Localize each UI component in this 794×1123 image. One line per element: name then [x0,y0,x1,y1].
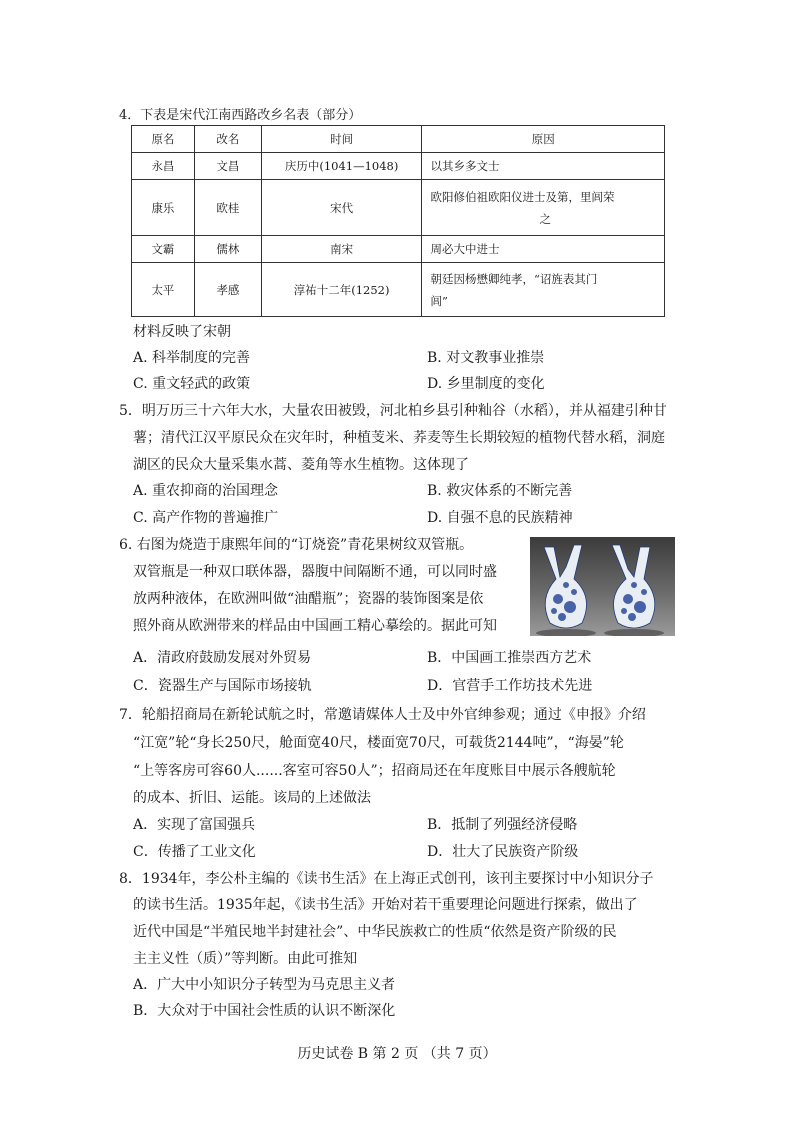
cell-reason [422,263,665,317]
q8-option-a: A．广大中小知识分子转型为马克思主义者 [133,977,396,993]
q5-line: 湖区的民众大量采集水蒿、菱角等水生植物。这体现了 [133,457,469,473]
q8-line: 8．1934年，李公朴主编的《读书生活》在上海正式创刊，该刊主要探讨中小知识分子 [119,871,654,887]
q8-line: 近代中国是“半殖民地半封建社会”、中华民族救亡的性质“依然是资产阶级的民 [133,924,617,940]
double-vase-photo [530,537,675,636]
page-footer: 历史试卷 B 第 2 页 （共 7 页） [297,1046,497,1062]
q6-line: 照外商从欧洲带来的样品由中国画工精心摹绘的。据此可知 [133,618,497,634]
table-row [132,263,665,317]
q7-option-d: D．壮大了民族资产阶级 [427,844,579,860]
cell-time: 南宋 [261,236,422,263]
table-row [132,180,665,236]
q8-line: 的读书生活。1935年起，《读书生活》开始对若干重要理论问题进行探索，做出了 [133,897,638,913]
q7-line: “江宽”轮“身长250尺，舱面宽40尺，楼面宽70尺，可载货2144吨”，“海晏”轮 [133,735,624,751]
header-cell: 改名 [194,126,261,153]
header-cell: 时间 [261,126,422,153]
q5-option-d: D. 自强不息的民族精神 [427,510,573,526]
reason-text: 欧阳修伯祖欧阳仪进士及第，里闾荣 [430,189,615,204]
q6-option-c: C．瓷器生产与国际市场接轨 [133,678,312,694]
q4-option-d: D. 乡里制度的变化 [427,376,545,392]
cell-orig: 康乐 [132,180,195,236]
vase-illustration [530,537,675,636]
q4-option-b: B. 对文教事业推崇 [427,350,545,366]
q4-stem: 材料反映了宋朝 [133,324,231,340]
q6-line: 双管瓶是一种双口联体器，器腹中间隔断不通，可以同时盛 [133,564,497,580]
cell-orig: 文霸 [132,236,195,263]
cell-new: 孝感 [194,263,261,317]
reason-text: 朝廷因杨懋卿纯孝，“诏旌表其门 [430,271,598,286]
q4-title: 4．下表是宋代江南西路改乡名表（部分） [119,108,362,123]
q4-table [131,125,665,317]
q7-option-b: B．抵制了列强经济侵略 [427,817,578,833]
cell-new: 儒林 [194,236,261,263]
header-cell: 原因 [422,126,665,153]
q7-line: 7．轮船招商局在新轮试航之时，常邀请媒体人士及中外官绅参观；通过《申报》介绍 [119,707,646,723]
q5-option-a: A. 重农抑商的治国理念 [133,483,279,499]
q4-option-a: A. 科举制度的完善 [133,350,251,366]
table-row [132,153,665,180]
cell-new: 欧桂 [194,180,261,236]
reason-text: 周必大中进士 [430,242,500,256]
q7-line: “上等客房可容60人......客室可容50人”；招商局还在年度账目中展示各艘航轮 [133,763,616,779]
cell-time: 宋代 [261,180,422,236]
cell-new: 文昌 [194,153,261,180]
q5-option-c: C. 高产作物的普遍推广 [133,510,279,526]
cell-orig: 太平 [132,263,195,317]
cell-time: 庆历中(1041—1048) [261,153,422,180]
reason-text: 以其乡多文士 [430,159,500,173]
q6-line: 放两种液体，在欧洲叫做“油醋瓶”；瓷器的装饰图案是依 [133,591,484,607]
cell-reason [422,153,665,180]
reason-text: 闾” [430,293,448,308]
cell-orig: 永昌 [132,153,195,180]
q6-option-d: D．官营手工作坊技术先进 [427,678,593,694]
q5-line: 薯；清代江汉平原民众在灾年时，种植芰米、荞麦等生长期较短的植物代替水稻，洞庭 [133,430,665,446]
q5-option-b: B. 救灾体系的不断完善 [427,483,573,499]
q6-option-b: B．中国画工推崇西方艺术 [427,650,592,666]
q4-option-c: C. 重文轻武的政策 [133,376,251,392]
q6-option-a: A．清政府鼓励发展对外贸易 [133,650,312,666]
q8-line: 主主义性（质）”等判断。由此可推知 [133,951,358,967]
q7-option-a: A．实现了富国强兵 [133,817,256,833]
table-header-row [132,126,665,153]
cell-reason [422,180,665,236]
q6-line: 6. 右图为烧造于康熙年间的“订烧瓷”青花果树纹双管瓶。 [119,537,474,553]
cell-reason [422,236,665,263]
header-cell: 原名 [132,126,195,153]
reason-text: 之 [539,211,551,226]
table-row [132,236,665,263]
q5-line: 5．明万历三十六年大水，大量农田被毁，河北柏乡县引种籼谷（水稻），并从福建引种甘 [119,403,667,419]
q8-option-b: B．大众对于中国社会性质的认识不断深化 [133,1003,396,1019]
cell-time: 淳祐十二年(1252) [261,263,422,317]
q7-option-c: C．传播了工业文化 [133,844,256,860]
q7-line: 的成本、折旧、运能。该局的上述做法 [133,790,371,806]
